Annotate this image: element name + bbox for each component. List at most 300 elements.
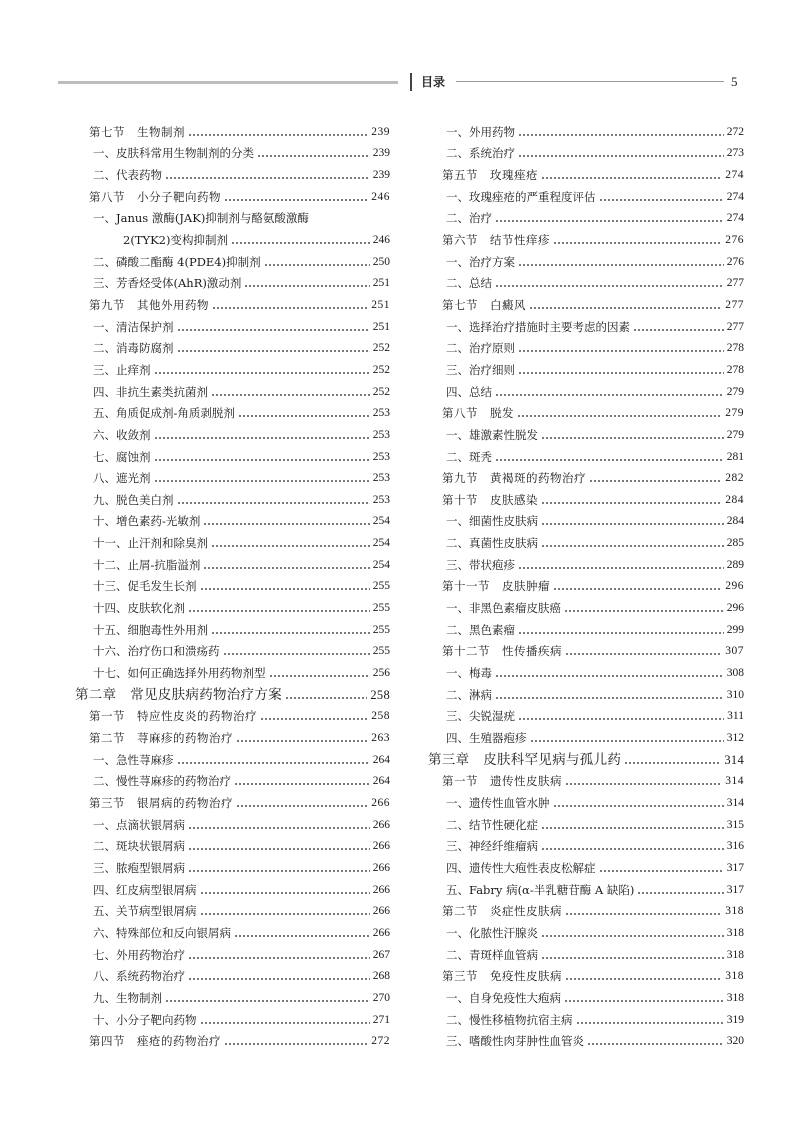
toc-entry — [75, 291, 390, 313]
toc-entry-page: 316 — [726, 840, 744, 853]
toc-entry-title: 四、生殖器疱疹 — [446, 731, 527, 746]
toc-entry-title: 第二节 炎症性皮肤病 — [442, 904, 562, 919]
toc-entry — [428, 573, 744, 595]
dot-leader — [518, 155, 724, 157]
toc-entry-page: 318 — [725, 970, 744, 983]
toc-entry-page: 253 — [372, 472, 390, 485]
toc-entry-title: 第九节 其他外用药物 — [89, 297, 209, 312]
dot-leader — [211, 545, 370, 547]
toc-entry — [428, 118, 744, 140]
toc-entry-title: 一、皮肤科常用生物制剂的分类 — [93, 146, 254, 161]
toc-entry — [428, 984, 744, 1006]
toc-entry-page: 256 — [372, 667, 390, 680]
dot-leader — [177, 762, 370, 764]
toc-entry-title: 一、清洁保护剂 — [93, 319, 174, 334]
toc-entry — [75, 508, 390, 530]
dot-leader — [200, 588, 370, 590]
toc-entry-title: 二、消毒防腐剂 — [93, 341, 174, 356]
header-rule-left — [58, 81, 398, 84]
toc-entry — [75, 746, 390, 768]
toc-entry-page: 285 — [726, 537, 744, 550]
toc-left-column — [75, 118, 390, 1049]
toc-entry — [428, 248, 744, 270]
toc-entry-title: 四、红皮病型银屑病 — [93, 882, 197, 897]
toc-entry — [428, 270, 744, 292]
dot-leader — [565, 978, 722, 980]
toc-entry — [428, 638, 744, 660]
dot-leader — [624, 762, 721, 764]
toc-entry — [75, 226, 390, 248]
dot-leader — [518, 372, 724, 374]
toc-entry-title: 二、治疗原则 — [446, 341, 515, 356]
dot-leader — [188, 978, 370, 980]
dot-leader — [154, 372, 370, 374]
toc-entry-page: 272 — [371, 1035, 390, 1048]
toc-entry — [75, 443, 390, 465]
toc-entry-title: 三、芳香烃受体(AhR)激动剂 — [93, 276, 242, 291]
toc-entry-page: 274 — [726, 190, 744, 203]
toc-entry — [428, 205, 744, 227]
toc-entry-title: 三、治疗细则 — [446, 362, 515, 377]
toc-entry — [75, 941, 390, 963]
toc-entry-page: 253 — [372, 428, 390, 441]
toc-entry-page: 255 — [372, 602, 390, 615]
toc-entry-title: 二、治疗 — [446, 211, 492, 226]
toc-entry-page: 284 — [725, 493, 744, 506]
dot-leader — [495, 220, 724, 222]
dot-leader — [518, 718, 724, 720]
toc-entry-title: 第四节 痤疮的药物治疗 — [89, 1034, 221, 1049]
dot-leader — [269, 675, 370, 677]
toc-entry-title: 二、代表药物 — [93, 167, 162, 182]
toc-entry-title: 二、结节性硬化症 — [446, 817, 538, 832]
toc-entry-title: 第一节 遗传性皮肤病 — [442, 774, 562, 789]
toc-entry-page: 264 — [372, 753, 390, 766]
toc-entry — [428, 529, 744, 551]
dot-leader — [260, 718, 368, 720]
toc-entry — [75, 183, 390, 205]
toc-entry — [428, 594, 744, 616]
dot-leader — [285, 697, 367, 699]
toc-entry-title: 五、角质促成剂-角质剥脱剂 — [93, 406, 235, 421]
dot-leader — [541, 935, 724, 937]
dot-leader — [234, 935, 370, 937]
toc-entry-page: 253 — [372, 493, 390, 506]
toc-entry-page: 318 — [726, 926, 744, 939]
toc-entry-title: 一、细菌性皮肤病 — [446, 514, 538, 529]
toc-entry-page: 255 — [372, 623, 390, 636]
toc-entry-title: 第三章 皮肤科罕见病与孤儿药 — [428, 751, 622, 768]
dot-leader — [200, 892, 370, 894]
toc-entry-title: 六、特殊部位和反向银屑病 — [93, 925, 231, 940]
toc-entry-page: 251 — [371, 298, 390, 311]
toc-entry-title: 第八节 脱发 — [442, 406, 514, 421]
toc-entry-title: 三、尖锐湿疣 — [446, 709, 515, 724]
toc-entry-page: 317 — [726, 883, 744, 896]
toc-entry-title: 一、选择治疗措施时主要考虑的因素 — [446, 319, 630, 334]
dot-leader — [553, 242, 722, 244]
toc-entry — [428, 335, 744, 357]
toc-entry-title: 二、斑秃 — [446, 449, 492, 464]
toc-entry — [428, 508, 744, 530]
toc-entry — [75, 659, 390, 681]
toc-entry-title: 第六节 结节性痒疹 — [442, 232, 550, 247]
toc-entry-title: 九、脱色美白剂 — [93, 492, 174, 507]
dot-leader — [518, 567, 724, 569]
toc-entry-title: 七、腐蚀剂 — [93, 449, 151, 464]
toc-entry-page: 276 — [726, 255, 744, 268]
toc-entry-title: 一、雄激素性脱发 — [446, 427, 538, 442]
toc-entry-title: 十四、皮肤软化剂 — [93, 601, 185, 616]
dot-leader — [200, 913, 370, 915]
toc-entry-title: 二、系统治疗 — [446, 146, 515, 161]
toc-entry — [75, 833, 390, 855]
dot-leader — [518, 632, 724, 634]
toc-entry-page: 279 — [726, 428, 744, 441]
dot-leader — [211, 394, 370, 396]
toc-entry — [75, 854, 390, 876]
toc-entry-title: 第二节 荨麻疹的药物治疗 — [89, 731, 233, 746]
toc-entry-page: 279 — [725, 407, 744, 420]
dot-leader — [224, 1043, 368, 1045]
dot-leader — [495, 459, 724, 461]
toc-entry-title: 一、化脓性汗腺炎 — [446, 925, 538, 940]
toc-entry-page: 278 — [726, 342, 744, 355]
toc-entry — [75, 161, 390, 183]
toc-entry-title: 第五节 玫瑰痤疮 — [442, 167, 538, 182]
toc-entry-page: 274 — [725, 168, 744, 181]
dot-leader — [211, 632, 370, 634]
toc-entry — [75, 984, 390, 1006]
dot-leader — [553, 588, 722, 590]
toc-entry — [75, 768, 390, 790]
toc-entry-title: 十六、治疗伤口和溃疡药 — [93, 644, 220, 659]
toc-entry — [75, 616, 390, 638]
toc-entry-page: 255 — [372, 580, 390, 593]
dot-leader — [154, 437, 370, 439]
toc-entry-page: 266 — [372, 905, 390, 918]
toc-entry-page: 308 — [726, 667, 744, 680]
dot-leader — [529, 307, 722, 309]
toc-entry — [428, 1006, 744, 1028]
toc-entry-title: 五、关节病型银屑病 — [93, 904, 197, 919]
toc-entry — [75, 205, 390, 227]
toc-entry-title: 一、梅毒 — [446, 666, 492, 681]
toc-entry-title: 一、急性荨麻疹 — [93, 752, 174, 767]
toc-entry-page: 318 — [726, 991, 744, 1004]
toc-entry — [75, 270, 390, 292]
dot-leader — [188, 848, 370, 850]
toc-entry-page: 296 — [726, 602, 744, 615]
toc-entry-page: 266 — [371, 797, 390, 809]
toc-entry-title: 第七节 生物制剂 — [89, 124, 185, 139]
page-number: 5 — [731, 74, 738, 89]
toc-entry-title: 一、点滴状银屑病 — [93, 817, 185, 832]
toc-entry-page: 278 — [726, 363, 744, 376]
toc-entry-page: 319 — [726, 1013, 744, 1026]
dot-leader — [541, 848, 724, 850]
toc-entry-title: 十、增色素药-光敏剂 — [93, 514, 201, 529]
toc-entry — [428, 659, 744, 681]
toc-entry — [428, 898, 744, 920]
toc-entry — [75, 421, 390, 443]
dot-leader — [541, 957, 724, 959]
toc-entry — [428, 140, 744, 162]
toc-entry — [428, 551, 744, 573]
toc-entry-page: 264 — [372, 775, 390, 788]
toc-entry — [428, 941, 744, 963]
dot-leader — [188, 870, 370, 872]
toc-entry-page: 289 — [726, 558, 744, 571]
running-head: 目录 — [421, 75, 446, 89]
toc-entry — [75, 400, 390, 422]
toc-entry-page: 314 — [725, 775, 744, 788]
toc-entry-page: 320 — [726, 1035, 744, 1048]
toc-entry — [428, 703, 744, 725]
toc-entry-page: 267 — [372, 948, 390, 961]
toc-entry-page: 270 — [372, 991, 390, 1004]
dot-leader — [264, 264, 370, 266]
toc-entry-page: 254 — [372, 515, 390, 528]
toc-entry-page: 252 — [372, 385, 390, 398]
toc-entry-title: 第三节 银屑病的药物治疗 — [89, 796, 233, 810]
toc-entry-title: 三、带状疱疹 — [446, 557, 515, 572]
toc-entry-page: 253 — [372, 407, 390, 420]
dot-leader — [234, 783, 370, 785]
toc-entry-page: 279 — [726, 385, 744, 398]
dot-leader — [541, 177, 722, 179]
toc-entry — [428, 161, 744, 183]
dot-leader — [495, 285, 724, 287]
toc-entry-title: 二、总结 — [446, 276, 492, 291]
toc-entry — [75, 898, 390, 920]
toc-entry-page: 318 — [726, 948, 744, 961]
toc-entry — [75, 551, 390, 573]
dot-leader — [564, 610, 724, 612]
toc-entry-title: 四、遗传性大疱性表皮松解症 — [446, 860, 596, 875]
toc-entry-page: 239 — [372, 147, 390, 160]
dot-leader — [154, 480, 370, 482]
toc-entry — [75, 378, 390, 400]
dot-leader — [200, 1022, 370, 1024]
toc-entry — [428, 486, 744, 508]
toc-entry-title: 二、淋病 — [446, 687, 492, 702]
dot-leader — [177, 502, 370, 504]
toc-entry — [428, 724, 744, 746]
toc-entry — [75, 638, 390, 660]
dot-leader — [188, 827, 370, 829]
toc-entry-title: 四、总结 — [446, 384, 492, 399]
toc-entry-title: 十二、止屑-抗脂溢剂 — [93, 557, 201, 572]
toc-entry-title: 三、止痒剂 — [93, 362, 151, 377]
toc-entry-title: 二、慢性移植物抗宿主病 — [446, 1012, 573, 1027]
toc-entry — [428, 1028, 744, 1050]
toc-entry-title: 十三、促毛发生长剂 — [93, 579, 197, 594]
toc-entry — [75, 248, 390, 270]
toc-entry-page: 250 — [372, 255, 390, 268]
dot-leader — [165, 1000, 370, 1002]
toc-entry — [75, 118, 390, 140]
toc-entry-page: 266 — [372, 883, 390, 896]
toc-entry-title: 第一节 特应性皮炎的药物治疗 — [89, 709, 257, 724]
toc-entry-page: 266 — [372, 861, 390, 874]
toc-entry-page: 299 — [726, 623, 744, 636]
toc-entry — [75, 681, 390, 703]
toc-entry-title: 一、遗传性血管水肿 — [446, 796, 550, 810]
toc-entry-title: 第八节 小分子靶向药物 — [89, 189, 221, 204]
toc-entry-title: 一、外用药物 — [446, 124, 515, 139]
toc-entry-title: 九、生物制剂 — [93, 990, 162, 1005]
toc-entry — [428, 183, 744, 205]
dot-leader — [238, 415, 370, 417]
toc-entry — [428, 465, 744, 487]
dot-leader — [177, 350, 370, 352]
dot-leader — [177, 329, 370, 331]
header-rule-right — [456, 81, 724, 82]
toc-entry — [75, 789, 390, 811]
toc-entry — [75, 724, 390, 746]
toc-entry — [428, 291, 744, 313]
toc-entry — [428, 681, 744, 703]
toc-entry — [428, 226, 744, 248]
dot-leader — [203, 567, 369, 569]
dot-leader — [576, 1022, 724, 1024]
toc-entry-title: 八、系统药物治疗 — [93, 969, 185, 984]
toc-entry-page: 239 — [371, 125, 390, 138]
dot-leader — [541, 545, 724, 547]
toc-entry — [75, 140, 390, 162]
toc-entry — [428, 313, 744, 335]
toc-entry-title: 二、磷酸二酯酶 4(PDE4)抑制剂 — [93, 254, 261, 269]
toc-entry-title: 三、神经纤维瘤病 — [446, 839, 538, 854]
dot-leader — [203, 523, 369, 525]
toc-entry-title: 一、自身免疫性大疱病 — [446, 990, 561, 1005]
dot-leader — [223, 653, 370, 655]
toc-entry-page: 239 — [372, 168, 390, 181]
toc-entry-page: 296 — [725, 580, 744, 593]
toc-entry-page: 310 — [726, 688, 744, 701]
dot-leader — [154, 459, 370, 461]
toc-entry-page: 277 — [726, 320, 744, 333]
dot-leader — [637, 892, 723, 894]
toc-entry — [75, 356, 390, 378]
toc-entry-title: 六、收敛剂 — [93, 427, 151, 442]
toc-entry-page: 312 — [726, 732, 744, 745]
toc-entry — [428, 876, 744, 898]
dot-leader — [518, 264, 724, 266]
toc-entry-page: 251 — [372, 320, 390, 333]
toc-entry-page: 276 — [725, 233, 744, 246]
dot-leader — [495, 675, 724, 677]
dot-leader — [553, 805, 724, 807]
toc-entry — [428, 356, 744, 378]
toc-entry-title: 十七、如何正确选择外用药物剂型 — [93, 666, 266, 681]
toc-entry-title: 二、黑色素瘤 — [446, 622, 515, 637]
toc-entry-page: 314 — [726, 797, 744, 809]
dot-leader — [495, 394, 724, 396]
toc-entry-page: 317 — [726, 861, 744, 874]
toc-entry — [428, 378, 744, 400]
toc-entry-title: 第十节 皮肤感染 — [442, 492, 538, 507]
toc-entry — [75, 1028, 390, 1050]
toc-entry-page: 246 — [372, 233, 390, 246]
toc-entry-page: 272 — [726, 125, 744, 138]
dot-leader — [231, 242, 370, 244]
toc-entry-title: 四、非抗生素类抗菌剂 — [93, 384, 208, 399]
toc-entry-title: 第二章 常见皮肤病药物治疗方案 — [75, 686, 282, 703]
toc-entry-title: 十一、止汗剂和除臭剂 — [93, 536, 208, 551]
toc-entry — [428, 443, 744, 465]
dot-leader — [495, 697, 724, 699]
toc-entry — [428, 421, 744, 443]
toc-entry-title: 二、慢性荨麻疹的药物治疗 — [93, 774, 231, 789]
dot-leader — [188, 134, 368, 136]
toc-entry-page: 282 — [725, 472, 744, 485]
toc-entry-page: 273 — [726, 147, 744, 160]
dot-leader — [188, 957, 370, 959]
toc-entry-page: 263 — [371, 732, 390, 745]
toc-entry-title: 一、治疗方案 — [446, 254, 515, 269]
toc-entry-title: 一、非黑色素瘤皮肤癌 — [446, 601, 561, 616]
toc-entry-title: 一、玫瑰痤疮的严重程度评估 — [446, 189, 596, 204]
toc-entry-title: 一、Janus 激酶(JAK)抑制剂与酪氨酸激酶 — [93, 211, 309, 226]
toc-right-column — [428, 118, 744, 1049]
toc-entry-page: 274 — [726, 212, 744, 225]
dot-leader — [564, 1000, 724, 1002]
toc-entry-page: 311 — [727, 710, 744, 723]
dot-leader — [599, 870, 724, 872]
toc-entry — [428, 919, 744, 941]
toc-entry-title: 第十二节 性传播疾病 — [442, 644, 562, 659]
toc-entry-title: 第三节 免疫性皮肤病 — [442, 969, 562, 984]
dot-leader — [565, 913, 722, 915]
toc-entry-title: 二、真菌性皮肤病 — [446, 536, 538, 551]
toc-entry — [75, 963, 390, 985]
dot-leader — [224, 199, 368, 201]
dot-leader — [541, 502, 722, 504]
toc-entry-page: 315 — [726, 818, 744, 831]
dot-leader — [541, 437, 724, 439]
toc-entry-page: 281 — [726, 450, 744, 463]
toc-entry-page: 284 — [726, 515, 744, 528]
toc-entry-title: 十五、细胞毒性外用剂 — [93, 622, 208, 637]
dot-leader — [236, 740, 368, 742]
toc-entry-page: 271 — [372, 1013, 390, 1026]
toc-entry — [428, 616, 744, 638]
toc-entry-page: 314 — [724, 752, 744, 767]
toc-entry — [428, 746, 744, 768]
toc-entry-page: 266 — [372, 926, 390, 939]
toc-entry — [428, 963, 744, 985]
toc-entry-title: 第九节 黄褐斑的药物治疗 — [442, 471, 586, 486]
dot-leader — [589, 480, 722, 482]
toc-entry-page: 266 — [372, 840, 390, 853]
toc-entry — [75, 919, 390, 941]
toc-entry-title: 三、脓疱型银屑病 — [93, 860, 185, 875]
toc-entry-page: 246 — [371, 190, 390, 203]
toc-entry-title: 二、青斑样血管病 — [446, 947, 538, 962]
toc-entry — [75, 876, 390, 898]
toc-entry — [75, 1006, 390, 1028]
dot-leader — [212, 307, 368, 309]
toc-entry-title: 七、外用药物治疗 — [93, 947, 185, 962]
toc-entry-title: 2(TYK2)变构抑制剂 — [123, 232, 228, 247]
toc-entry — [75, 335, 390, 357]
toc-entry-title: 三、嗜酸性肉芽肿性血管炎 — [446, 1034, 584, 1049]
toc-entry-page: 307 — [725, 645, 744, 658]
toc-entry — [428, 768, 744, 790]
dot-leader — [518, 350, 724, 352]
